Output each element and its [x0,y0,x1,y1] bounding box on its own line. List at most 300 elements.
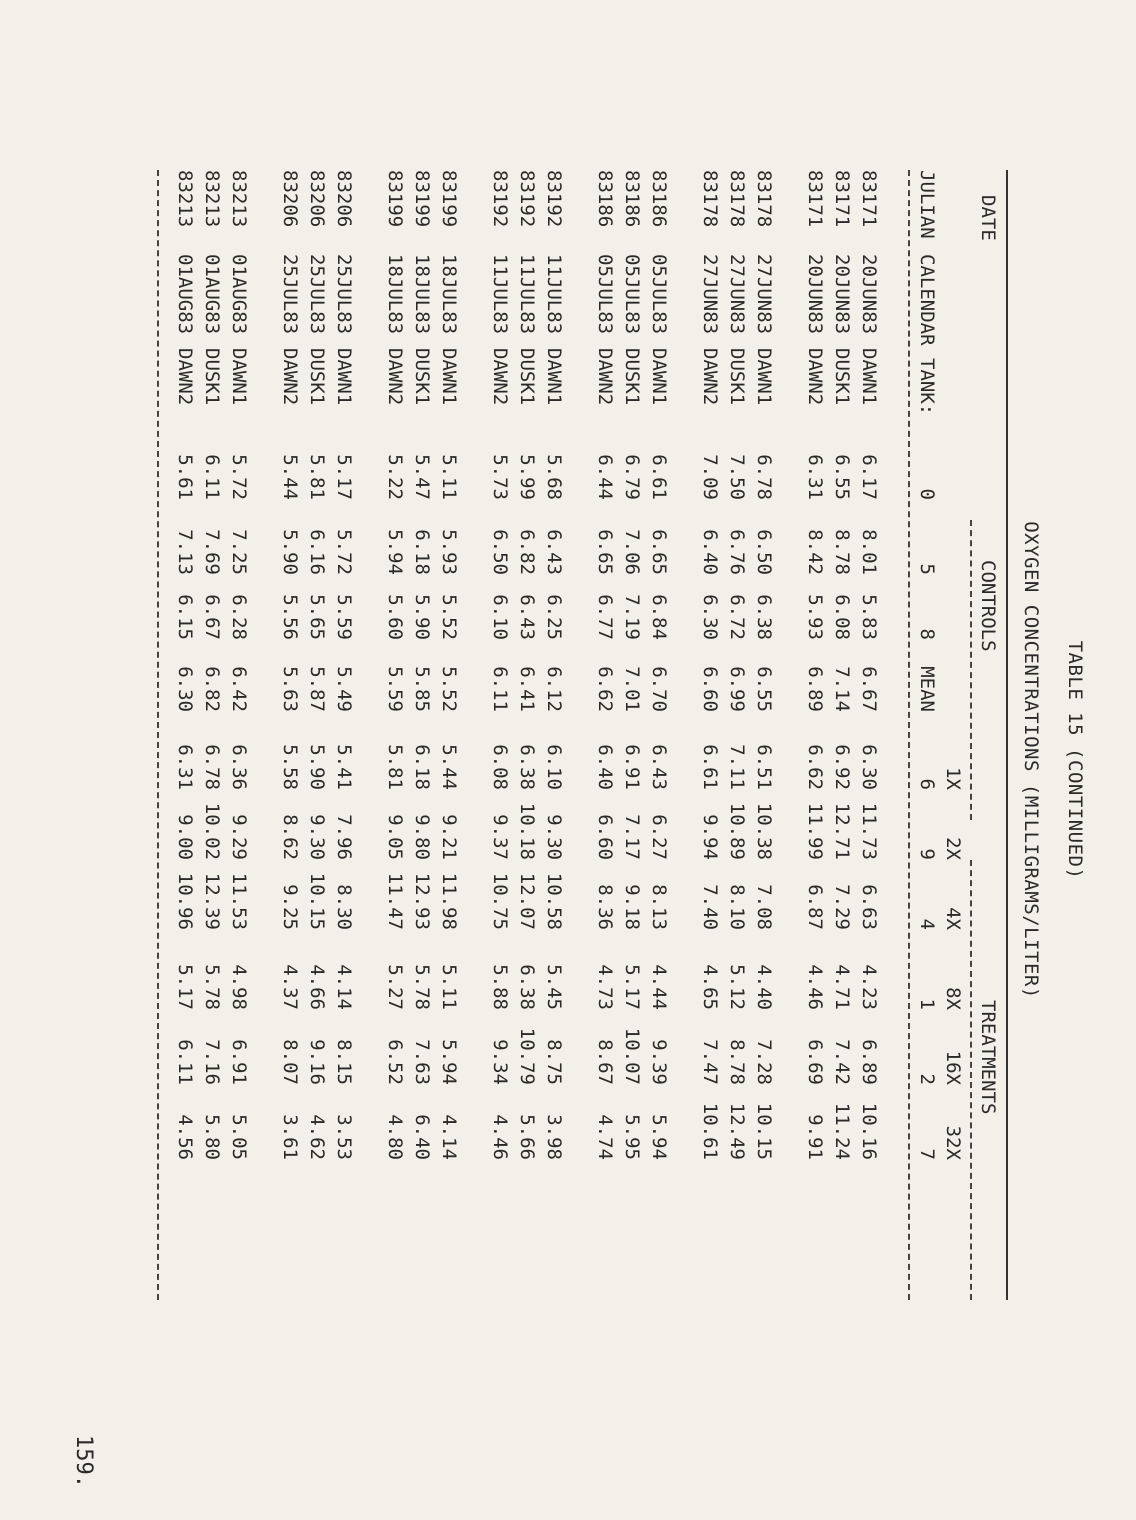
header-treatments: TREATMENTS [977,1000,999,1115]
calendar-date-cell: 18JUL83 [411,254,433,335]
oxygen-value-cell: 6.15 [174,594,196,640]
julian-date-cell: 83192 [516,170,538,228]
julian-date-cell: 83186 [594,170,616,228]
tank-number-header: 0 [916,488,938,500]
oxygen-value-cell: 5.85 [411,666,433,712]
calendar-date-cell: 25JUL83 [279,254,301,335]
julian-date-cell: 83213 [174,170,196,228]
oxygen-value-cell: 6.89 [858,1039,880,1085]
julian-date-cell: 83192 [543,170,565,228]
oxygen-value-cell: 6.70 [648,666,670,712]
oxygen-value-cell: 4.98 [228,964,250,1010]
oxygen-value-cell: 5.17 [621,964,643,1010]
oxygen-value-cell: 4.44 [648,964,670,1010]
oxygen-value-cell: 5.83 [858,594,880,640]
calendar-date-cell: 11JUL83 [516,254,538,335]
oxygen-value-cell: 12.71 [831,802,853,860]
oxygen-value-cell: 6.12 [543,666,565,712]
sample-time-cell: DAWN1 [858,348,880,406]
oxygen-value-cell: 7.25 [228,529,250,575]
oxygen-value-cell: 5.05 [228,1114,250,1160]
julian-date-cell: 83178 [753,170,775,228]
table-row [378,0,406,1520]
calendar-date-cell: 20JUN83 [804,254,826,335]
oxygen-value-cell: 5.66 [516,1114,538,1160]
oxygen-value-cell: 6.25 [543,594,565,640]
calendar-date-cell: 20JUN83 [831,254,853,335]
sample-time-cell: DAWN2 [699,348,721,406]
oxygen-value-cell: 4.46 [804,964,826,1010]
oxygen-value-cell: 5.90 [279,529,301,575]
treatment-level-label: 32X [942,1125,964,1160]
calendar-date-cell: 11JUL83 [543,254,565,335]
oxygen-value-cell: 7.42 [831,1039,853,1085]
julian-date-cell: 83199 [438,170,460,228]
sample-time-cell: DAWN2 [804,348,826,406]
oxygen-value-cell: 6.91 [228,1039,250,1085]
table-title: TABLE 15 (CONTINUED) [1064,640,1086,880]
sample-time-cell: DAWN2 [174,348,196,406]
table-subtitle: OXYGEN CONCENTRATIONS (MILLIGRAMS/LITER) [1020,521,1042,999]
julian-date-cell: 83206 [279,170,301,228]
tank-number-header: 6 [916,778,938,790]
oxygen-value-cell: 5.93 [438,529,460,575]
oxygen-value-cell: 7.96 [333,814,355,860]
julian-date-cell: 83213 [201,170,223,228]
oxygen-value-cell: 5.44 [279,454,301,500]
calendar-date-cell: 05JUL83 [621,254,643,335]
oxygen-value-cell: 6.27 [648,814,670,860]
oxygen-value-cell: 6.38 [516,964,538,1010]
oxygen-value-cell: 7.16 [201,1039,223,1085]
oxygen-value-cell: 7.50 [726,454,748,500]
calendar-date-cell: 27JUN83 [726,254,748,335]
oxygen-value-cell: 7.09 [699,454,721,500]
calendar-date-cell: 27JUN83 [699,254,721,335]
sample-time-cell: DUSK1 [621,348,643,406]
oxygen-value-cell: 6.78 [753,454,775,500]
julian-date-cell: 83206 [333,170,355,228]
oxygen-value-cell: 5.94 [648,1114,670,1160]
julian-date-cell: 83192 [489,170,511,228]
header-controls: CONTROLS [977,560,999,652]
table-row [642,0,670,1520]
oxygen-value-cell: 10.02 [201,802,223,860]
oxygen-value-cell: 8.42 [804,529,826,575]
oxygen-value-cell: 6.40 [594,744,616,790]
header-date: DATE [977,195,999,241]
oxygen-value-cell: 4.40 [753,964,775,1010]
header-rule [908,170,910,1300]
oxygen-value-cell: 6.65 [594,529,616,575]
calendar-date-cell: 18JUL83 [438,254,460,335]
tank-number-header: 2 [916,1073,938,1085]
oxygen-value-cell: 5.93 [804,594,826,640]
oxygen-value-cell: 6.76 [726,529,748,575]
oxygen-value-cell: 7.69 [201,529,223,575]
oxygen-value-cell: 6.91 [621,744,643,790]
sample-time-cell: DAWN1 [333,348,355,406]
oxygen-value-cell: 6.30 [174,666,196,712]
oxygen-value-cell: 6.43 [543,529,565,575]
oxygen-value-cell: 10.16 [858,1102,880,1160]
table-row [825,0,853,1520]
oxygen-value-cell: 6.55 [831,454,853,500]
oxygen-value-cell: 6.84 [648,594,670,640]
calendar-date-cell: 01AUG83 [201,254,223,335]
oxygen-value-cell: 5.49 [333,666,355,712]
oxygen-value-cell: 5.94 [384,529,406,575]
oxygen-value-cell: 6.79 [621,454,643,500]
oxygen-value-cell: 6.40 [411,1114,433,1160]
top-rule [1006,170,1008,1300]
oxygen-value-cell: 4.62 [306,1114,328,1160]
table-row [432,0,460,1520]
oxygen-value-cell: 3.53 [333,1114,355,1160]
oxygen-value-cell: 5.95 [621,1114,643,1160]
oxygen-value-cell: 7.14 [831,666,853,712]
table-row [720,0,748,1520]
tank-number-header: 4 [916,918,938,930]
calendar-date-cell: 01AUG83 [174,254,196,335]
oxygen-value-cell: 5.65 [306,594,328,640]
oxygen-value-cell: 4.74 [594,1114,616,1160]
oxygen-value-cell: 6.50 [489,529,511,575]
oxygen-value-cell: 6.99 [726,666,748,712]
oxygen-value-cell: 10.15 [753,1102,775,1160]
header-calendar: CALENDAR [916,254,938,346]
oxygen-value-cell: 10.58 [543,872,565,930]
oxygen-value-cell: 10.15 [306,872,328,930]
oxygen-value-cell: 5.78 [201,964,223,1010]
oxygen-value-cell: 11.24 [831,1102,853,1160]
table-row [747,0,775,1520]
oxygen-value-cell: 4.73 [594,964,616,1010]
oxygen-value-cell: 6.31 [174,744,196,790]
oxygen-value-cell: 6.10 [543,744,565,790]
oxygen-value-cell: 5.63 [279,666,301,712]
table-row [852,0,880,1520]
treatment-level-label: 2X [942,837,964,860]
oxygen-value-cell: 7.29 [831,884,853,930]
oxygen-value-cell: 5.56 [279,594,301,640]
oxygen-value-cell: 6.52 [384,1039,406,1085]
oxygen-value-cell: 6.08 [489,744,511,790]
oxygen-value-cell: 10.07 [621,1027,643,1085]
oxygen-value-cell: 9.34 [489,1039,511,1085]
oxygen-value-cell: 10.79 [516,1027,538,1085]
oxygen-value-cell: 9.21 [438,814,460,860]
table-row [510,0,538,1520]
treatment-level-label: 4X [942,907,964,930]
oxygen-value-cell: 9.91 [804,1114,826,1160]
oxygen-value-cell: 6.87 [804,884,826,930]
oxygen-value-cell: 9.29 [228,814,250,860]
oxygen-value-cell: 4.80 [384,1114,406,1160]
oxygen-value-cell: 6.82 [201,666,223,712]
oxygen-value-cell: 6.60 [594,814,616,860]
sample-time-cell: DAWN2 [279,348,301,406]
sample-time-cell: DUSK1 [306,348,328,406]
oxygen-value-cell: 5.22 [384,454,406,500]
oxygen-value-cell: 6.72 [726,594,748,640]
oxygen-value-cell: 5.90 [411,594,433,640]
oxygen-value-cell: 4.23 [858,964,880,1010]
oxygen-value-cell: 5.44 [438,744,460,790]
tank-number-header: 7 [916,1148,938,1160]
oxygen-value-cell: 5.59 [384,666,406,712]
table-row [483,0,511,1520]
oxygen-value-cell: 5.45 [543,964,565,1010]
oxygen-value-cell: 5.27 [384,964,406,1010]
oxygen-value-cell: 6.61 [648,454,670,500]
table-row [693,0,721,1520]
oxygen-value-cell: 7.11 [726,744,748,790]
oxygen-value-cell: 5.80 [201,1114,223,1160]
oxygen-value-cell: 6.31 [804,454,826,500]
treatment-level-label: 8X [942,987,964,1010]
oxygen-value-cell: 5.11 [438,964,460,1010]
oxygen-value-cell: 5.68 [543,454,565,500]
oxygen-value-cell: 3.98 [543,1114,565,1160]
oxygen-value-cell: 5.11 [438,454,460,500]
oxygen-value-cell: 5.73 [489,454,511,500]
tank-number-header: 8 [916,628,938,640]
sample-time-cell: DUSK1 [516,348,538,406]
oxygen-value-cell: 7.06 [621,529,643,575]
julian-date-cell: 83171 [858,170,880,228]
table-row [798,0,826,1520]
oxygen-value-cell: 8.30 [333,884,355,930]
oxygen-value-cell: 9.39 [648,1039,670,1085]
oxygen-value-cell: 6.69 [804,1039,826,1085]
oxygen-value-cell: 8.75 [543,1039,565,1085]
bottom-rule [157,170,159,1300]
calendar-date-cell: 20JUN83 [858,254,880,335]
oxygen-value-cell: 5.81 [384,744,406,790]
julian-date-cell: 83206 [306,170,328,228]
julian-date-cell: 83199 [411,170,433,228]
julian-date-cell: 83171 [804,170,826,228]
oxygen-value-cell: 6.11 [201,454,223,500]
oxygen-value-cell: 6.41 [516,666,538,712]
oxygen-value-cell: 8.10 [726,884,748,930]
oxygen-value-cell: 3.61 [279,1114,301,1160]
oxygen-value-cell: 11.47 [384,872,406,930]
julian-date-cell: 83213 [228,170,250,228]
oxygen-value-cell: 6.44 [594,454,616,500]
oxygen-value-cell: 7.19 [621,594,643,640]
calendar-date-cell: 27JUN83 [753,254,775,335]
oxygen-value-cell: 6.43 [516,594,538,640]
oxygen-value-cell: 6.38 [516,744,538,790]
oxygen-value-cell: 6.36 [228,744,250,790]
oxygen-value-cell: 10.61 [699,1102,721,1160]
oxygen-value-cell: 6.28 [228,594,250,640]
sample-time-cell: DAWN1 [228,348,250,406]
oxygen-value-cell: 7.13 [174,529,196,575]
oxygen-value-cell: 6.50 [753,529,775,575]
oxygen-value-cell: 11.98 [438,872,460,930]
julian-date-cell: 83199 [384,170,406,228]
oxygen-value-cell: 9.30 [306,814,328,860]
oxygen-value-cell: 6.63 [858,884,880,930]
oxygen-value-cell: 5.99 [516,454,538,500]
tank-number-header: 5 [916,563,938,575]
oxygen-value-cell: 8.13 [648,884,670,930]
julian-date-cell: 83178 [699,170,721,228]
oxygen-value-cell: 8.15 [333,1039,355,1085]
calendar-date-cell: 25JUL83 [306,254,328,335]
oxygen-value-cell: 5.52 [438,594,460,640]
oxygen-value-cell: 6.30 [699,594,721,640]
header-tank: TANK: [916,358,938,416]
oxygen-value-cell: 9.05 [384,814,406,860]
oxygen-value-cell: 6.30 [858,744,880,790]
table-row [168,0,196,1520]
tank-number-header: 9 [916,848,938,860]
oxygen-value-cell: 11.53 [228,872,250,930]
oxygen-value-cell: 6.78 [201,744,223,790]
table-row [615,0,643,1520]
oxygen-value-cell: 7.28 [753,1039,775,1085]
oxygen-value-cell: 6.89 [804,666,826,712]
header-julian: JULIAN [916,170,938,239]
oxygen-value-cell: 10.89 [726,802,748,860]
table-row [222,0,250,1520]
sample-time-cell: DAWN2 [594,348,616,406]
oxygen-value-cell: 8.07 [279,1039,301,1085]
oxygen-value-cell: 12.07 [516,872,538,930]
julian-date-cell: 83171 [831,170,853,228]
oxygen-value-cell: 5.61 [174,454,196,500]
sample-time-cell: DUSK1 [411,348,433,406]
oxygen-value-cell: 6.62 [804,744,826,790]
page-number: 159. [71,1435,96,1488]
oxygen-value-cell: 5.59 [333,594,355,640]
table-row [405,0,433,1520]
sample-time-cell: DUSK1 [201,348,223,406]
oxygen-value-cell: 5.17 [174,964,196,1010]
oxygen-value-cell: 6.62 [594,666,616,712]
sample-time-cell: DAWN1 [543,348,565,406]
julian-date-cell: 83186 [621,170,643,228]
oxygen-value-cell: 9.18 [621,884,643,930]
oxygen-value-cell: 6.18 [411,529,433,575]
sample-time-cell: DAWN1 [648,348,670,406]
oxygen-value-cell: 6.60 [699,666,721,712]
table-row [588,0,616,1520]
oxygen-value-cell: 5.72 [228,454,250,500]
oxygen-value-cell: 4.65 [699,964,721,1010]
oxygen-value-cell: 4.71 [831,964,853,1010]
oxygen-value-cell: 12.49 [726,1102,748,1160]
oxygen-value-cell: 7.08 [753,884,775,930]
oxygen-value-cell: 5.41 [333,744,355,790]
oxygen-value-cell: 6.92 [831,744,853,790]
oxygen-value-cell: 5.94 [438,1039,460,1085]
oxygen-value-cell: 7.40 [699,884,721,930]
oxygen-value-cell: 9.94 [699,814,721,860]
oxygen-value-cell: 5.58 [279,744,301,790]
oxygen-value-cell: 9.30 [543,814,565,860]
oxygen-value-cell: 10.38 [753,802,775,860]
treatment-level-label: 1X [942,767,964,790]
oxygen-value-cell: 7.63 [411,1039,433,1085]
oxygen-value-cell: 5.87 [306,666,328,712]
oxygen-value-cell: 8.78 [726,1039,748,1085]
oxygen-value-cell: 4.66 [306,964,328,1010]
sample-time-cell: DAWN1 [438,348,460,406]
oxygen-value-cell: 6.40 [699,529,721,575]
oxygen-value-cell: 11.73 [858,802,880,860]
table-row [300,0,328,1520]
oxygen-value-cell: 4.14 [333,964,355,1010]
oxygen-value-cell: 6.65 [648,529,670,575]
oxygen-value-cell: 6.61 [699,744,721,790]
sample-time-cell: DUSK1 [726,348,748,406]
treatment-level-label: 16X [942,1050,964,1085]
calendar-date-cell: 05JUL83 [594,254,616,335]
oxygen-value-cell: 6.77 [594,594,616,640]
oxygen-value-cell: 5.60 [384,594,406,640]
oxygen-value-cell: 7.47 [699,1039,721,1085]
oxygen-value-cell: 4.37 [279,964,301,1010]
oxygen-value-cell: 4.46 [489,1114,511,1160]
julian-date-cell: 83186 [648,170,670,228]
oxygen-value-cell: 10.96 [174,872,196,930]
table-row [327,0,355,1520]
oxygen-value-cell: 5.12 [726,964,748,1010]
oxygen-value-cell: 6.55 [753,666,775,712]
oxygen-value-cell: 8.62 [279,814,301,860]
calendar-date-cell: 11JUL83 [489,254,511,335]
calendar-date-cell: 01AUG83 [228,254,250,335]
sample-time-cell: DAWN2 [384,348,406,406]
controls-underline [970,520,972,820]
table-row [195,0,223,1520]
oxygen-value-cell: 6.51 [753,744,775,790]
oxygen-value-cell: 4.14 [438,1114,460,1160]
oxygen-value-cell: 9.25 [279,884,301,930]
oxygen-value-cell: 10.18 [516,802,538,860]
oxygen-value-cell: 6.11 [489,666,511,712]
calendar-date-cell: 18JUL83 [384,254,406,335]
oxygen-value-cell: 6.67 [201,594,223,640]
oxygen-value-cell: 6.82 [516,529,538,575]
calendar-date-cell: 25JUL83 [333,254,355,335]
table-row [537,0,565,1520]
oxygen-value-cell: 5.88 [489,964,511,1010]
oxygen-value-cell: 6.11 [174,1039,196,1085]
oxygen-value-cell: 5.47 [411,454,433,500]
oxygen-value-cell: 7.17 [621,814,643,860]
sample-time-cell: DAWN1 [753,348,775,406]
oxygen-value-cell: 8.78 [831,529,853,575]
oxygen-value-cell: 7.01 [621,666,643,712]
julian-date-cell: 83178 [726,170,748,228]
tank-number-header: MEAN [916,666,938,712]
oxygen-value-cell: 6.38 [753,594,775,640]
oxygen-value-cell: 6.43 [648,744,670,790]
sample-time-cell: DUSK1 [831,348,853,406]
oxygen-value-cell: 12.39 [201,872,223,930]
oxygen-value-cell: 6.08 [831,594,853,640]
oxygen-value-cell: 6.42 [228,666,250,712]
calendar-date-cell: 05JUL83 [648,254,670,335]
oxygen-value-cell: 5.72 [333,529,355,575]
oxygen-value-cell: 8.36 [594,884,616,930]
